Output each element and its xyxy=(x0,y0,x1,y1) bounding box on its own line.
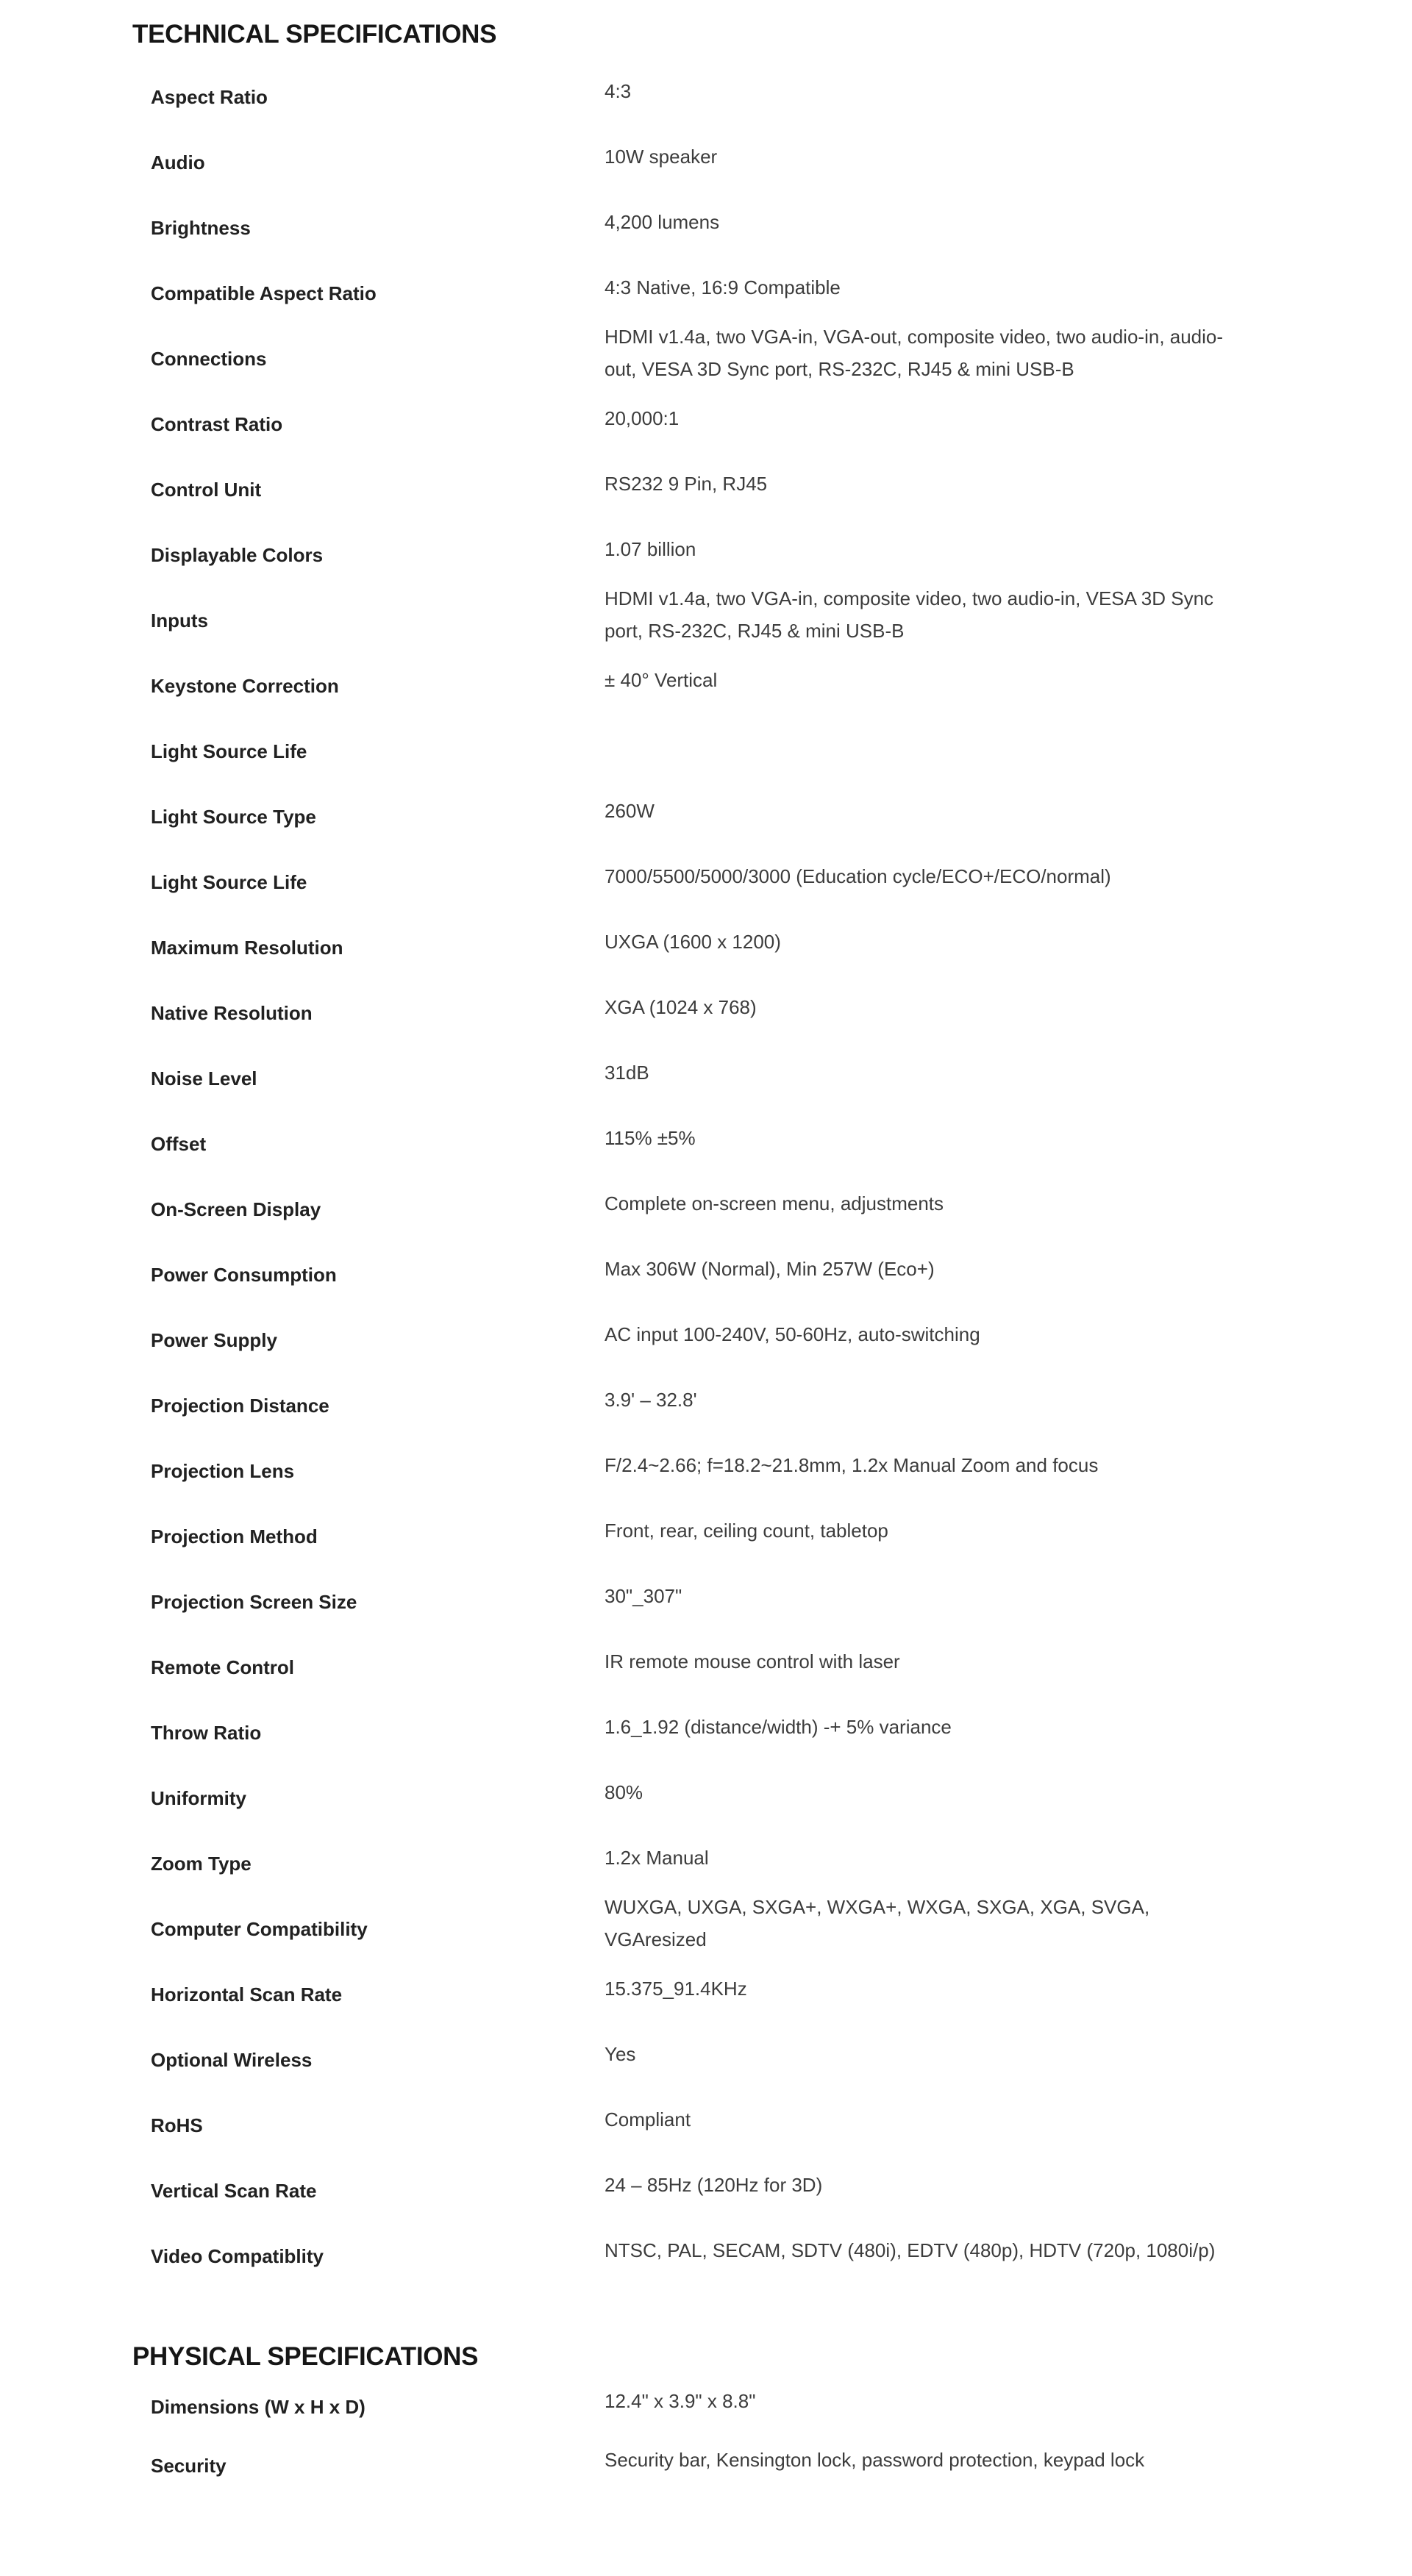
spec-value: 4:3 Native, 16:9 Compatible xyxy=(605,276,841,298)
spec-value: 4,200 lumens xyxy=(605,210,720,233)
spec-value: 20,000:1 xyxy=(605,407,680,429)
spec-label: Optional Wireless xyxy=(151,2048,313,2071)
spec-section xyxy=(0,2341,1412,2495)
spec-value: 115% ±5% xyxy=(605,1126,696,1149)
spec-rows xyxy=(151,64,1412,2289)
spec-row xyxy=(151,326,1412,391)
spec-row xyxy=(151,1831,1412,1896)
spec-value: 1.07 billion xyxy=(605,537,696,560)
spec-row xyxy=(151,915,1412,980)
spec-value: Max 306W (Normal), Min 257W (Eco+) xyxy=(605,1257,935,1280)
spec-row xyxy=(151,1438,1412,1503)
spec-value: Yes xyxy=(605,2042,636,2065)
spec-label: Inputs xyxy=(151,609,208,632)
spec-label: Noise Level xyxy=(151,1067,257,1090)
spec-section xyxy=(0,19,1412,2289)
spec-label: RoHS xyxy=(151,2114,203,2136)
spec-label: Light Source Life xyxy=(151,740,307,762)
spec-row xyxy=(151,718,1412,784)
spec-value: 4:3 xyxy=(605,79,632,102)
spec-value: 30"_307" xyxy=(605,1584,682,1607)
spec-row xyxy=(151,457,1412,522)
spec-label: Video Compatiblity xyxy=(151,2244,324,2267)
spec-row xyxy=(151,195,1412,260)
spec-value: Compliant xyxy=(605,2108,691,2130)
spec-label: On-Screen Display xyxy=(151,1198,321,1220)
spec-rows xyxy=(151,2378,1412,2495)
spec-row xyxy=(151,1503,1412,1569)
spec-value: 12.4" x 3.9" x 8.8" xyxy=(605,2390,756,2412)
spec-value: HDMI v1.4a, two VGA-in, VGA-out, composite video, two audio-in, audio-out, VESA 3D Sync port, RS-232C, RJ45 & mini USB-B xyxy=(605,325,1224,380)
spec-row xyxy=(151,587,1412,653)
spec-row xyxy=(151,1569,1412,1634)
spec-value: Complete on-screen menu, adjustments xyxy=(605,1192,944,1214)
spec-value: AC input 100-240V, 50-60Hz, auto-switching xyxy=(605,1323,980,1345)
spec-value: 7000/5500/5000/3000 (Education cycle/ECO+/ECO/normal) xyxy=(605,865,1111,887)
section-title: PHYSICAL SPECIFICATIONS xyxy=(132,2342,479,2371)
spec-row xyxy=(151,2378,1412,2436)
spec-label: Computer Compatibility xyxy=(151,1917,368,1940)
spec-row xyxy=(151,2223,1412,2289)
spec-row xyxy=(151,2092,1412,2158)
spec-label: Contrast Ratio xyxy=(151,412,283,435)
spec-row xyxy=(151,2027,1412,2092)
spec-label: Maximum Resolution xyxy=(151,936,343,959)
spec-row xyxy=(151,391,1412,457)
spec-row xyxy=(151,849,1412,915)
spec-row xyxy=(151,1634,1412,1700)
spec-label: Displayable Colors xyxy=(151,543,324,566)
spec-row xyxy=(151,1242,1412,1307)
spec-label: Compatible Aspect Ratio xyxy=(151,282,377,304)
spec-label: Projection Method xyxy=(151,1525,318,1548)
spec-label: Light Source Life xyxy=(151,870,307,893)
spec-row xyxy=(151,1896,1412,1961)
spec-label: Light Source Type xyxy=(151,805,316,828)
spec-value: 31dB xyxy=(605,1061,649,1084)
spec-value: RS232 9 Pin, RJ45 xyxy=(605,472,768,495)
spec-label: Connections xyxy=(151,347,267,370)
spec-value: WUXGA, UXGA, SXGA+, WXGA+, WXGA, SXGA, XGA, SVGA, VGAresized xyxy=(605,1895,1150,1950)
spec-row xyxy=(151,1700,1412,1765)
spec-value: 10W speaker xyxy=(605,145,718,168)
spec-value: IR remote mouse control with laser xyxy=(605,1650,900,1672)
spec-row xyxy=(151,653,1412,718)
spec-row xyxy=(151,1307,1412,1373)
spec-value: F/2.4~2.66; f=18.2~21.8mm, 1.2x Manual Zoom and focus xyxy=(605,1453,1099,1476)
spec-value: 80% xyxy=(605,1781,643,1803)
spec-value: UXGA (1600 x 1200) xyxy=(605,930,781,953)
spec-label: Horizontal Scan Rate xyxy=(151,1983,343,2006)
section-title: TECHNICAL SPECIFICATIONS xyxy=(132,20,497,49)
spec-row xyxy=(151,64,1412,129)
spec-label: Zoom Type xyxy=(151,1852,252,1875)
spec-value: XGA (1024 x 768) xyxy=(605,995,757,1018)
spec-label: Dimensions (W x H x D) xyxy=(151,2396,366,2418)
spec-label: Security xyxy=(151,2455,227,2477)
spec-row xyxy=(151,1045,1412,1111)
spec-value: NTSC, PAL, SECAM, SDTV (480i), EDTV (480p), HDTV (720p, 1080i/p) xyxy=(605,2239,1216,2261)
spec-label: Projection Screen Size xyxy=(151,1590,357,1613)
spec-row xyxy=(151,1961,1412,2027)
spec-row xyxy=(151,260,1412,326)
spec-label: Offset xyxy=(151,1132,207,1155)
spec-row xyxy=(151,522,1412,587)
spec-value: 1.2x Manual xyxy=(605,1846,709,1869)
spec-row xyxy=(151,1111,1412,1176)
spec-label: Remote Control xyxy=(151,1656,294,1678)
spec-value: Front, rear, ceiling count, tabletop xyxy=(605,1519,888,1542)
spec-value: ± 40° Vertical xyxy=(605,668,718,691)
spec-row xyxy=(151,1765,1412,1831)
spec-row xyxy=(151,2158,1412,2223)
spec-label: Power Supply xyxy=(151,1328,277,1351)
spec-label: Uniformity xyxy=(151,1786,246,1809)
spec-label: Vertical Scan Rate xyxy=(151,2179,317,2202)
spec-value: 1.6_1.92 (distance/width) -+ 5% variance xyxy=(605,1715,952,1738)
spec-row xyxy=(151,1176,1412,1242)
spec-value: Security bar, Kensington lock, password protection, keypad lock xyxy=(605,2449,1145,2471)
spec-row xyxy=(151,129,1412,195)
spec-label: Native Resolution xyxy=(151,1001,313,1024)
spec-label: Brightness xyxy=(151,216,251,239)
spec-label: Control Unit xyxy=(151,478,262,501)
spec-label: Audio xyxy=(151,151,205,173)
spec-row xyxy=(151,784,1412,849)
spec-value: 24 – 85Hz (120Hz for 3D) xyxy=(605,2173,823,2196)
spec-value: 260W xyxy=(605,799,655,822)
spec-value: 3.9' – 32.8' xyxy=(605,1388,697,1411)
spec-row xyxy=(151,2436,1412,2495)
spec-value: 15.375_91.4KHz xyxy=(605,1977,747,2000)
spec-value: HDMI v1.4a, two VGA-in, composite video, two audio-in, VESA 3D Sync port, RS-232C, RJ45 & mini USB-B xyxy=(605,587,1214,642)
spec-label: Projection Lens xyxy=(151,1459,295,1482)
spec-label: Throw Ratio xyxy=(151,1721,262,1744)
spec-row xyxy=(151,980,1412,1045)
spec-label: Power Consumption xyxy=(151,1263,337,1286)
spec-label: Projection Distance xyxy=(151,1394,329,1417)
spec-row xyxy=(151,1373,1412,1438)
spec-label: Aspect Ratio xyxy=(151,85,268,108)
spec-label: Keystone Correction xyxy=(151,674,339,697)
